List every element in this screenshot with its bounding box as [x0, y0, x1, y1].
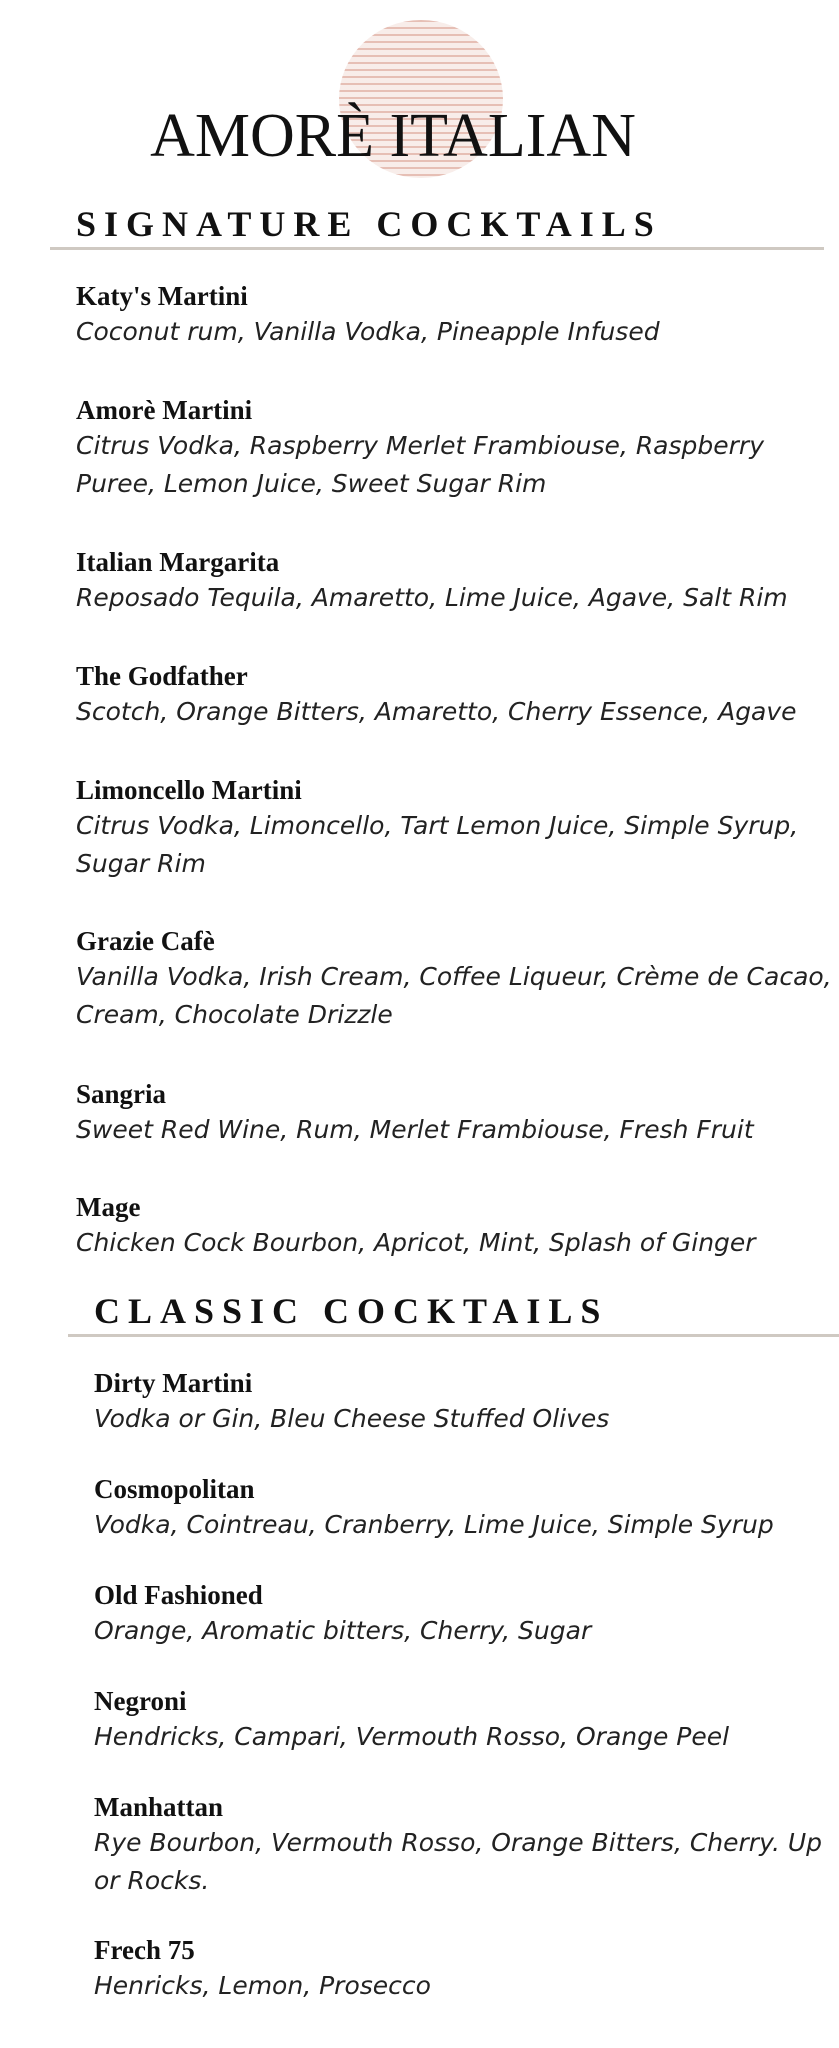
- menu-item: [94, 1790, 834, 1900]
- item-name: Negroni: [94, 1686, 187, 1716]
- item-name: Frech 75: [94, 1935, 195, 1965]
- menu-item: [76, 279, 836, 351]
- menu-item: [76, 924, 836, 1034]
- menu-item: [76, 1190, 836, 1262]
- item-name: Old Fashioned: [94, 1580, 263, 1610]
- item-description: Coconut rum, Vanilla Vodka, Pineapple Infused: [76, 317, 660, 346]
- menu-item: [76, 773, 836, 883]
- menu-item: [76, 393, 836, 503]
- menu-item: [94, 1684, 839, 1756]
- item-name: Dirty Martini: [94, 1368, 253, 1398]
- item-description: Reposado Tequila, Amaretto, Lime Juice, Agave, Salt Rim: [76, 583, 788, 612]
- menu-item: [76, 1077, 836, 1149]
- menu-item: [94, 1472, 839, 1544]
- item-description: Hendricks, Campari, Vermouth Rosso, Orange Peel: [94, 1722, 730, 1751]
- item-description: Scotch, Orange Bitters, Amaretto, Cherry Essence, Agave: [76, 697, 797, 726]
- item-name: Limoncello Martini: [76, 775, 302, 805]
- item-name: Mage: [76, 1192, 141, 1222]
- item-description: Henricks, Lemon, Prosecco: [94, 1971, 431, 2000]
- item-description: Citrus Vodka, Limoncello, Tart Lemon Juice, Simple Syrup, Sugar Rim: [76, 811, 799, 878]
- section-title-classic: CLASSIC COCKTAILS: [94, 1291, 609, 1331]
- menu-header: [0, 0, 839, 200]
- menu-item: [76, 659, 836, 731]
- item-description: Sweet Red Wine, Rum, Merlet Frambiouse, Fresh Fruit: [76, 1115, 754, 1144]
- item-description: Vanilla Vodka, Irish Cream, Coffee Liqueur, Crème de Cacao, Cream, Chocolate Drizzle: [76, 962, 832, 1029]
- menu-item: [94, 1933, 839, 2005]
- item-name: Cosmopolitan: [94, 1474, 255, 1504]
- menu-item: [76, 545, 836, 617]
- section-title-signature: SIGNATURE COCKTAILS: [76, 204, 662, 244]
- item-description: Vodka, Cointreau, Cranberry, Lime Juice, Simple Syrup: [94, 1510, 774, 1539]
- item-description: Orange, Aromatic bitters, Cherry, Sugar: [94, 1616, 592, 1645]
- section-divider: [68, 1334, 839, 1337]
- menu-item: [94, 1366, 839, 1438]
- item-description: Rye Bourbon, Vermouth Rosso, Orange Bitters, Cherry. Up or Rocks.: [94, 1828, 823, 1895]
- item-description: Chicken Cock Bourbon, Apricot, Mint, Splash of Ginger: [76, 1228, 756, 1257]
- restaurant-title: AMORÈ ITALIAN: [150, 101, 636, 170]
- item-name: The Godfather: [76, 661, 248, 691]
- item-name: Sangria: [76, 1079, 167, 1109]
- item-name: Amorè Martini: [76, 395, 253, 425]
- item-name: Manhattan: [94, 1792, 224, 1822]
- item-name: Grazie Cafè: [76, 926, 215, 956]
- item-name: Italian Margarita: [76, 547, 280, 577]
- item-description: Vodka or Gin, Bleu Cheese Stuffed Olives: [94, 1404, 610, 1433]
- item-description: Citrus Vodka, Raspberry Merlet Frambiouse, Raspberry Puree, Lemon Juice, Sweet Sugar Rim: [76, 431, 765, 498]
- item-name: Katy's Martini: [76, 281, 248, 311]
- section-divider: [50, 247, 824, 250]
- menu-item: [94, 1578, 839, 1650]
